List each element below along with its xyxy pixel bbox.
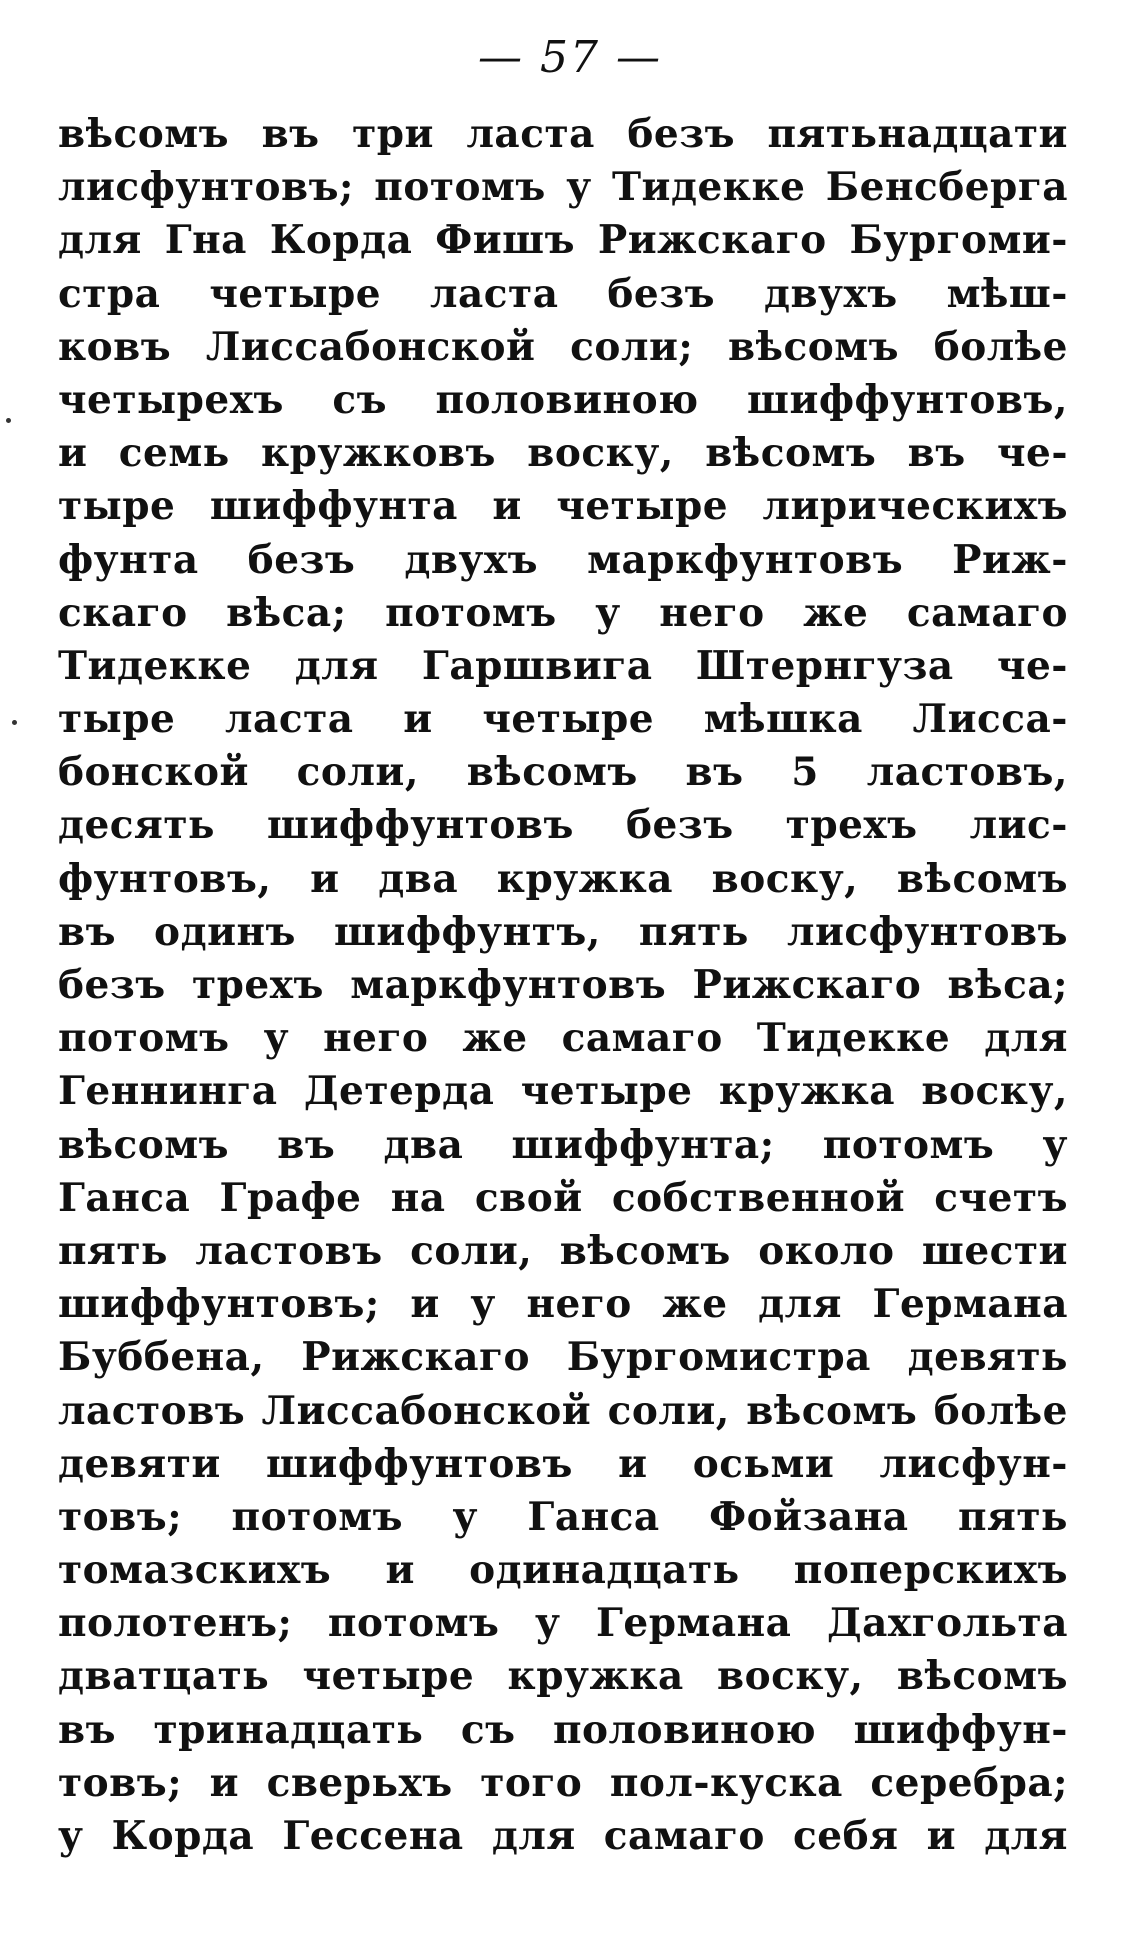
text-line: четырехъ съ половиною шиффунтовъ, [58,376,1068,423]
text-line: въ одинъ шиффунтъ, пять лисфунтовъ [58,908,1068,955]
text-line: томазскихъ и одинадцать поперскихъ [58,1547,1068,1594]
text-line: въ тринадцать съ половиною шиффун- [58,1706,1068,1753]
text-line: безъ трехъ маркфунтовъ Рижскаго вѣса; [58,962,1068,1008]
text-line: бонской соли, вѣсомъ въ 5 ластовъ, [58,749,1068,796]
text-line: лисфунтовъ; потомъ у Тидекке Бенсберга [58,164,1068,211]
text-line: у Корда Гессена для самаго себя и для [58,1813,1068,1859]
page-number-header: — 57 — [478,32,662,83]
text-line: полотенъ; потомъ у Германа Дахгольта [58,1600,1068,1647]
text-line: ковъ Лиссабонской соли; вѣсомъ болѣе [58,323,1068,370]
text-line: и семь кружковъ воску, вѣсомъ въ че- [58,430,1068,477]
text-line: шиффунтовъ; и у него же для Германа [58,1281,1068,1328]
text-line: пять ластовъ соли, вѣсомъ около шести [58,1227,1068,1274]
text-line: для Гна Корда Фишъ Рижскаго Бургоми- [58,217,1068,264]
text-line: товъ; потомъ у Ганса Фойзана пять [58,1493,1068,1540]
text-line: фунтовъ, и два кружка воску, вѣсомъ [58,855,1068,902]
text-line: фунта безъ двухъ маркфунтовъ Риж- [58,536,1068,583]
text-line: десять шиффунтовъ безъ трехъ лис- [58,802,1068,849]
body-text [58,108,1068,1863]
text-line: стра четыре ласта безъ двухъ мѣш- [58,270,1068,317]
text-line: девяти шиффунтовъ и осьми лисфун- [58,1440,1068,1487]
text-line: Ганса Графе на свой собственной счетъ [58,1174,1068,1221]
text-line: тыре шиффунта и четыре лирическихъ [58,483,1068,530]
text-line: тыре ласта и четыре мѣшка Лисса- [58,696,1068,743]
text-line: вѣсомъ въ три ласта безъ пятьнадцати [58,111,1068,157]
print-speck [12,720,17,725]
text-line: Буббена, Рижскаго Бургомистра девять [58,1334,1068,1381]
text-line: Геннинга Детерда четыре кружка воску, [58,1068,1068,1115]
text-line: дватцать четыре кружка воску, вѣсомъ [58,1653,1068,1700]
text-line: ластовъ Лиссабонской соли, вѣсомъ болѣе [58,1387,1068,1434]
text-line: скаго вѣса; потомъ у него же самаго [58,589,1068,636]
text-line: потомъ у него же самаго Тидекке для [58,1015,1068,1062]
text-line: Тидекке для Гаршвига Штернгуза че- [58,642,1068,689]
text-line: товъ; и сверьхъ того пол-куска серебра; [58,1759,1068,1806]
print-speck [6,418,11,423]
text-line: вѣсомъ въ два шиффунта; потомъ у [58,1121,1068,1168]
